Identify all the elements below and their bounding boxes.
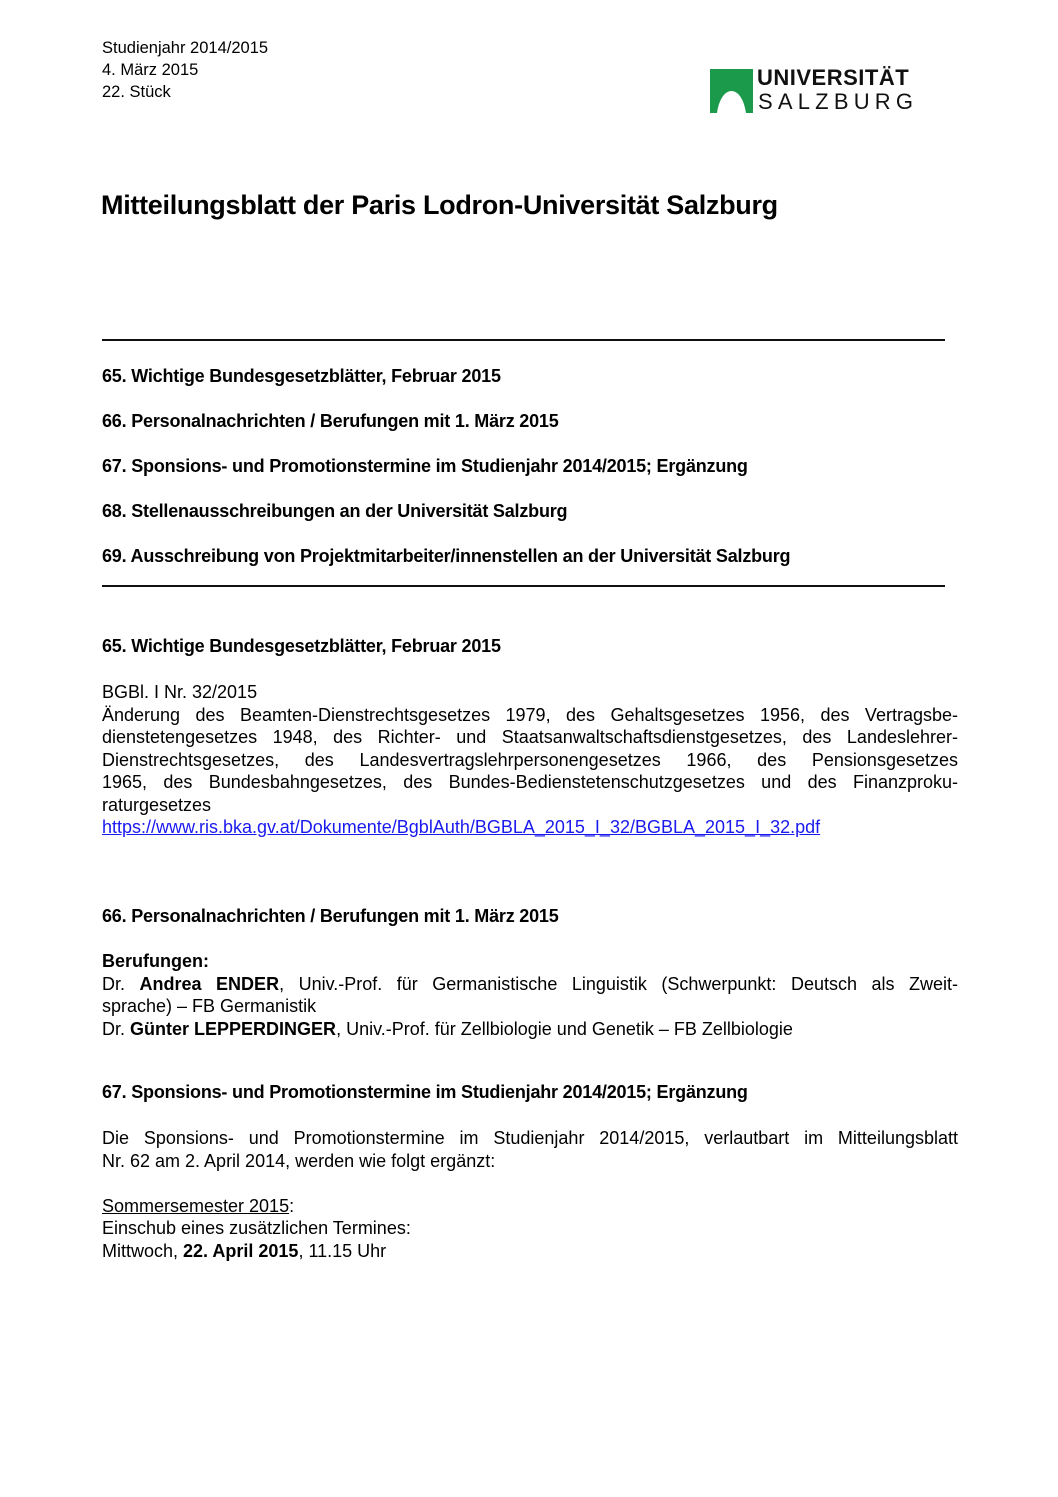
divider [102,339,945,341]
insert-label: Einschub eines zusätzlichen Termines: [102,1218,411,1238]
body-line: Nr. 62 am 2. April 2014, werden wie folgt ergänzt: [102,1150,496,1171]
document-meta [102,37,268,103]
toc-item-66: 66. Personalnachrichten / Berufungen mit 1. März 2015 [102,411,559,431]
toc-item-69: 69. Ausschreibung von Projektmitarbeiter/innenstellen an der Universität Salzburg [102,546,791,566]
toc-item-68: 68. Stellenausschreibungen an der Universität Salzburg [102,501,568,521]
toc-item-67: 67. Sponsions- und Promotionstermine im Studienjahr 2014/2015; Ergänzung [102,456,748,476]
date-bold: 22. April 2015 [183,1240,299,1261]
appointment-entry-continued: sprache) – FB Germanistik [102,996,317,1016]
bgbl-pdf-link[interactable]: https://www.ris.bka.gv.at/Dokumente/BgblAuth/BGBLA_2015_I_32/BGBLA_2015_I_32.pdf [102,817,821,837]
bgbl-reference: BGBl. I Nr. 32/2015 [102,682,258,702]
page-title: Mitteilungsblatt der Paris Lodron-Universität Salzburg [101,190,778,220]
appointment-entry: Dr. Andrea ENDER, Univ.-Prof. für Germanistische Linguistik (Schwerpunkt: Deutsch als Zweit- [102,973,958,994]
body-line: Änderung des Beamten-Dienstrechtsgesetzes 1979, des Gehaltsgesetzes 1956, des Vertragsbe- [102,704,958,725]
academic-year: Studienjahr 2014/2015 [102,39,269,57]
issue-number: 22. Stück [102,83,171,101]
toc-item-65: 65. Wichtige Bundesgesetzblätter, Februar 2015 [102,366,501,386]
divider [102,585,945,587]
appointee-name: Günter LEPPERDINGER [130,1018,337,1039]
section-66-heading: 66. Personalnachrichten / Berufungen mit 1. März 2015 [102,906,559,926]
date-line: Mittwoch, 22. April 2015, 11.15 Uhr [102,1240,387,1261]
semester-label: Sommersemester 2015 [102,1195,290,1216]
body-line: raturgesetzes [102,794,212,815]
issue-date: 4. März 2015 [102,61,199,79]
university-logo-arch-icon [710,69,753,113]
body-line: dienstetengesetzes 1948, des Richter- und Staatsanwaltschaftsdienstgesetzes, des Landeslehrer- [102,727,958,747]
university-logo [710,65,920,118]
body-line: Die Sponsions- und Promotionstermine im Studienjahr 2014/2015, verlautbart im Mitteilungsblatt [102,1128,958,1148]
section-67-body [102,1127,958,1262]
section-65-body [102,681,958,839]
section-65-heading: 65. Wichtige Bundesgesetzblätter, Februar 2015 [102,636,501,656]
section-67-heading: 67. Sponsions- und Promotionstermine im Studienjahr 2014/2015; Ergänzung [102,1082,748,1102]
appointment-entry: Dr. Günter LEPPERDINGER, Univ.-Prof. für Zellbiologie und Genetik – FB Zellbiologie [102,1018,793,1039]
semester-line: Sommersemester 2015: [102,1195,295,1216]
body-line: Dienstrechtsgesetzes, des Landesvertragslehrpersonengesetzes 1966, des Pensionsgesetzes [102,749,958,770]
appointee-name: Andrea ENDER [139,973,280,994]
section-66-body [102,950,958,1040]
body-line: 1965, des Bundesbahngesetzes, des Bundes-Bedienstetenschutzgesetzes und des Finanzproku- [102,772,958,792]
logo-text-universitaet: UNIVERSITÄT [757,65,910,90]
berufungen-label: Berufungen: [102,951,209,971]
logo-text-salzburg: SALZBURG [758,89,919,114]
